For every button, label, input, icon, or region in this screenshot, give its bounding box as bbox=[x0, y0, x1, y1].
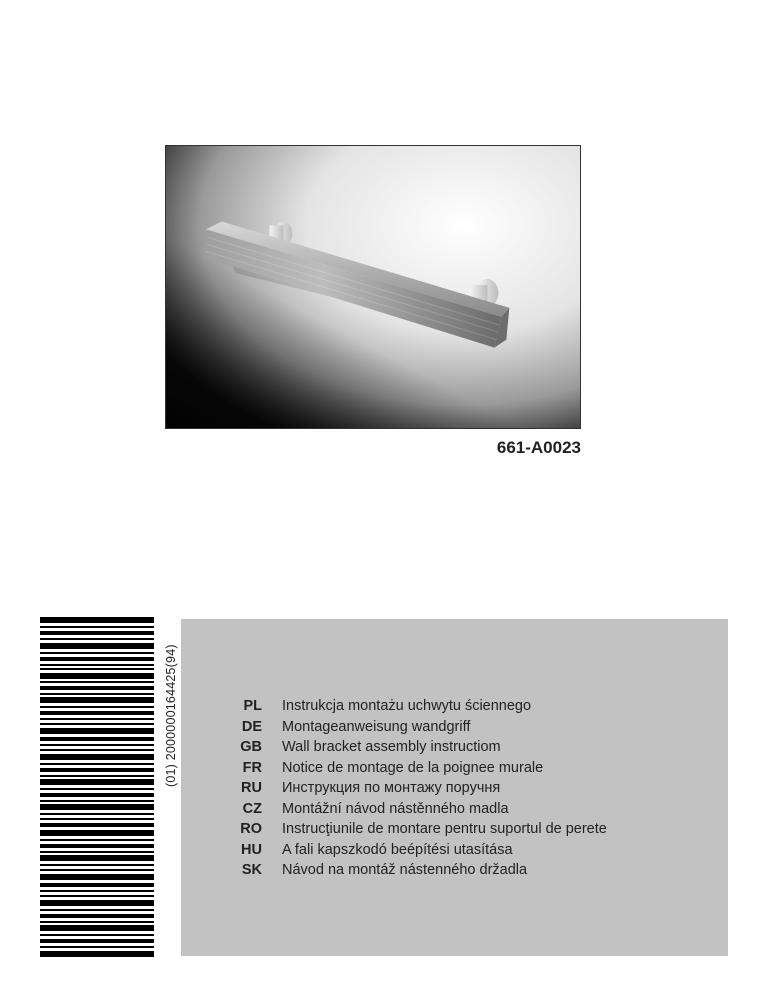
list-item bbox=[229, 758, 607, 779]
barcode-image bbox=[40, 617, 154, 957]
language-code: FR bbox=[242, 759, 262, 776]
list-item bbox=[229, 717, 607, 738]
instruction-title: Notice de montage de la poignee murale bbox=[282, 759, 544, 776]
language-list bbox=[229, 696, 607, 881]
language-code: SK bbox=[241, 862, 262, 879]
list-item bbox=[229, 737, 607, 758]
language-code: GB bbox=[240, 739, 262, 756]
language-code: RU bbox=[241, 780, 262, 797]
product-code: 661-A0023 bbox=[496, 438, 581, 457]
list-item bbox=[229, 696, 607, 717]
instruction-title: Montageanweisung wandgriff bbox=[282, 718, 471, 735]
list-item bbox=[229, 860, 607, 881]
language-code: CZ bbox=[242, 800, 262, 817]
instruction-title: Návod na montáž nástenného držadla bbox=[282, 862, 528, 879]
language-code: DE bbox=[241, 718, 262, 735]
language-code: PL bbox=[243, 698, 262, 715]
instruction-title: Montážní návod nástěnného madla bbox=[282, 800, 509, 817]
list-item bbox=[229, 778, 607, 799]
product-photo bbox=[165, 145, 581, 429]
list-item bbox=[229, 819, 607, 840]
language-code: HU bbox=[241, 841, 262, 858]
instruction-title: Instrucţiunile de montare pentru suportul de perete bbox=[282, 821, 607, 838]
instruction-title: A fali kapszkodó beépítési utasítása bbox=[282, 841, 513, 858]
instruction-title: Instrukcja montażu uchwytu ściennego bbox=[282, 698, 532, 715]
language-code: RO bbox=[240, 821, 262, 838]
instruction-title: Wall bracket assembly instructiom bbox=[282, 739, 501, 756]
list-item bbox=[229, 799, 607, 820]
list-item bbox=[229, 840, 607, 861]
barcode-number: (01) 2000000164425(94) bbox=[164, 644, 178, 787]
instruction-title: Инструкция по монтажу поручня bbox=[282, 780, 501, 797]
